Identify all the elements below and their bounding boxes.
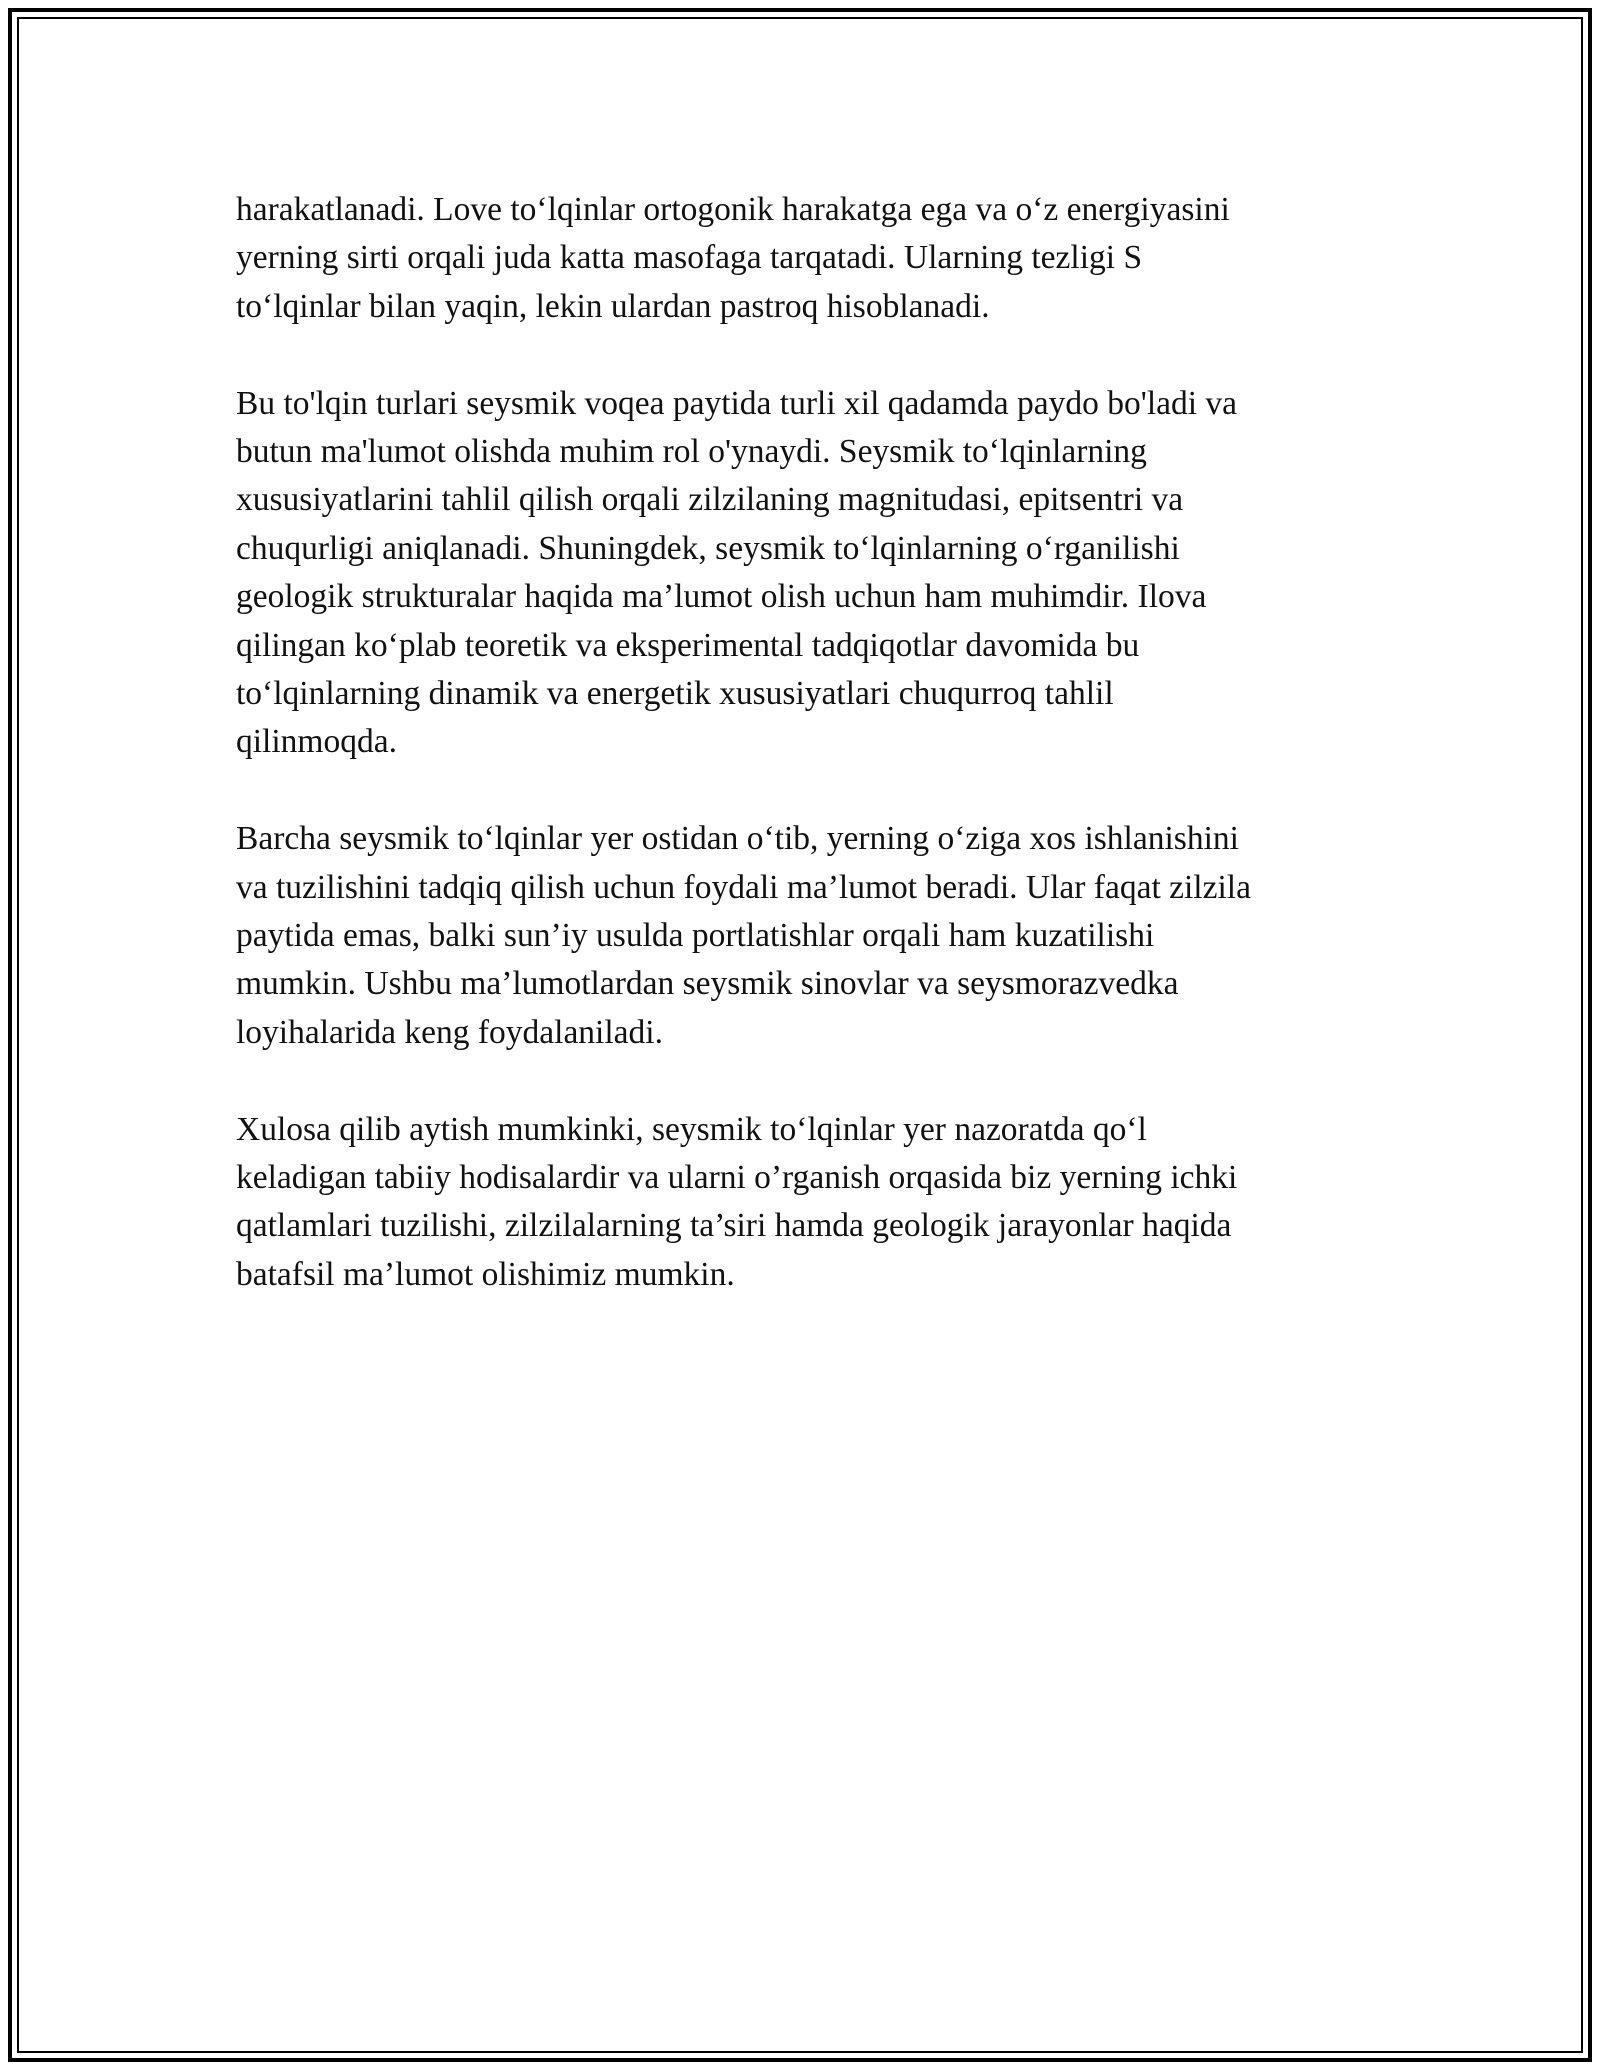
text-line: Bu to'lqin turlari seysmik voqea paytida turli xil qadamda paydo bo'ladi va: [236, 384, 1238, 422]
text-line: va tuzilishini tadqiq qilish uchun foydali ma’lumot beradi. Ular faqat zilzila: [236, 868, 1251, 906]
paragraph-1: [236, 186, 1366, 331]
text-line: batafsil ma’lumot olishimiz mumkin.: [236, 1255, 735, 1293]
text-line: Barcha seysmik to‘lqinlar yer ostidan o‘tib, yerning o‘ziga xos ishlanishini: [236, 820, 1239, 858]
text-line: qatlamlari tuzilishi, zilzilalarning ta’siri hamda geologik jarayonlar haqida: [236, 1207, 1232, 1245]
text-line: geologik strukturalar haqida ma’lumot olish uchun ham muhimdir. Ilova: [236, 578, 1207, 616]
text-line: yerning sirti orqali juda katta masofaga tarqatadi. Ularning tezligi S: [236, 239, 1143, 277]
text-line: to‘lqinlar bilan yaqin, lekin ulardan pastroq hisoblanadi.: [236, 287, 990, 325]
text-line: chuqurligi aniqlanadi. Shuningdek, seysmik to‘lqinlarning o‘rganilishi: [236, 529, 1180, 567]
text-line: xususiyatlarini tahlil qilish orqali zilzilaning magnitudasi, epitsentri va: [236, 481, 1184, 519]
text-line: harakatlanadi. Love to‘lqinlar ortogonik harakatga ega va o‘z energiyasini: [236, 191, 1230, 228]
text-line: paytida emas, balki sun’iy usulda portlatishlar orqali ham kuzatilishi: [236, 917, 1155, 955]
text-line: mumkin. Ushbu ma’lumotlardan seysmik sinovlar va seysmorazvedka: [236, 965, 1179, 1003]
text-line: to‘lqinlarning dinamik va energetik xususiyatlari chuqurroq tahlil: [236, 675, 1114, 713]
paragraph-3: [236, 815, 1366, 1057]
text-line: keladigan tabiiy hodisalardir va ularni o’rganish orqasida biz yerning ichki: [236, 1159, 1238, 1197]
text-line: Xulosa qilib aytish mumkinki, seysmik to‘lqinlar yer nazoratda qo‘l: [236, 1110, 1147, 1148]
paragraph-2: [236, 380, 1366, 767]
text-line: qilinmoqda.: [236, 723, 397, 761]
paragraph-4: [236, 1106, 1366, 1300]
text-line: loyihalarida keng foydalaniladi.: [236, 1013, 663, 1051]
text-line: qilingan ko‘plab teoretik va eksperimental tadqiqotlar davomida bu: [236, 626, 1140, 664]
document-text-body: [236, 186, 1366, 1348]
text-line: butun ma'lumot olishda muhim rol o'ynaydi. Seysmik to‘lqinlarning: [236, 433, 1147, 471]
